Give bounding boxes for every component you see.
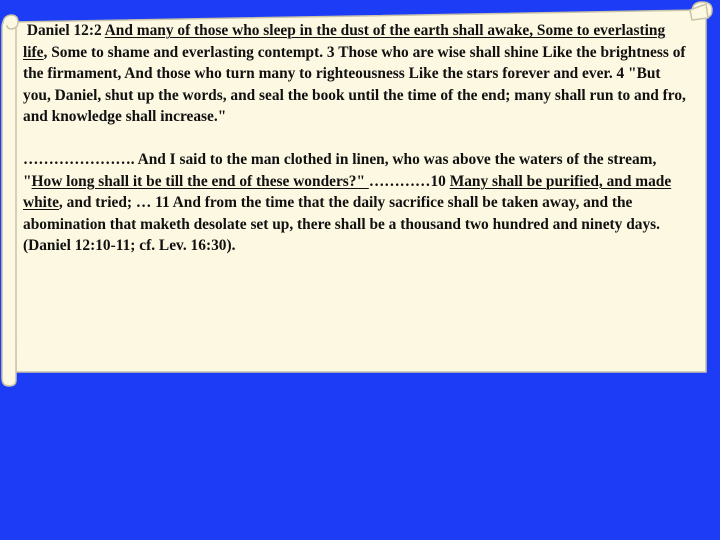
- paragraph-daniel-12-2: [23, 20, 691, 128]
- ellipsis-verse-10: …………10: [368, 172, 450, 190]
- underlined-purified-phrase: Many shall be purified, and made white: [23, 172, 672, 211]
- scripture-text: [23, 20, 691, 257]
- scroll-left-roll: [2, 18, 16, 386]
- verse-text-continued: , Some to shame and everlasting contempt. 3 Those who are wise shall shine Like the brightness of the firmament, And those who turn many to righteousness Like the stars forever and ever. 4 "But you, Daniel, shut up the words, and seal the book until the time of the end; many shall run to and fro, and knowledge shall increase.": [23, 43, 686, 125]
- paragraph-daniel-12-6-11: [23, 149, 691, 257]
- verse-reference-intro: Daniel 12:2: [26, 22, 105, 39]
- underlined-how-long-question: How long shall it be till the end of these wonders?": [31, 172, 369, 190]
- daily-sacrifice-text: , and tried; … 11 And from the time that the daily sacrifice shall be taken away, and the abomination that maketh desolate set up, there shall be a thousand two hundred and ninety days. (Daniel 12:10-11; cf. Lev. 16:30).: [23, 194, 660, 254]
- underlined-awake-phrase: And many of those who sleep in the dust of the earth shall awake, Some to everlasting life: [23, 22, 666, 61]
- linen-man-text: …………………. And I said to the man clothed in linen, who was above the waters of the stream, ": [23, 151, 657, 190]
